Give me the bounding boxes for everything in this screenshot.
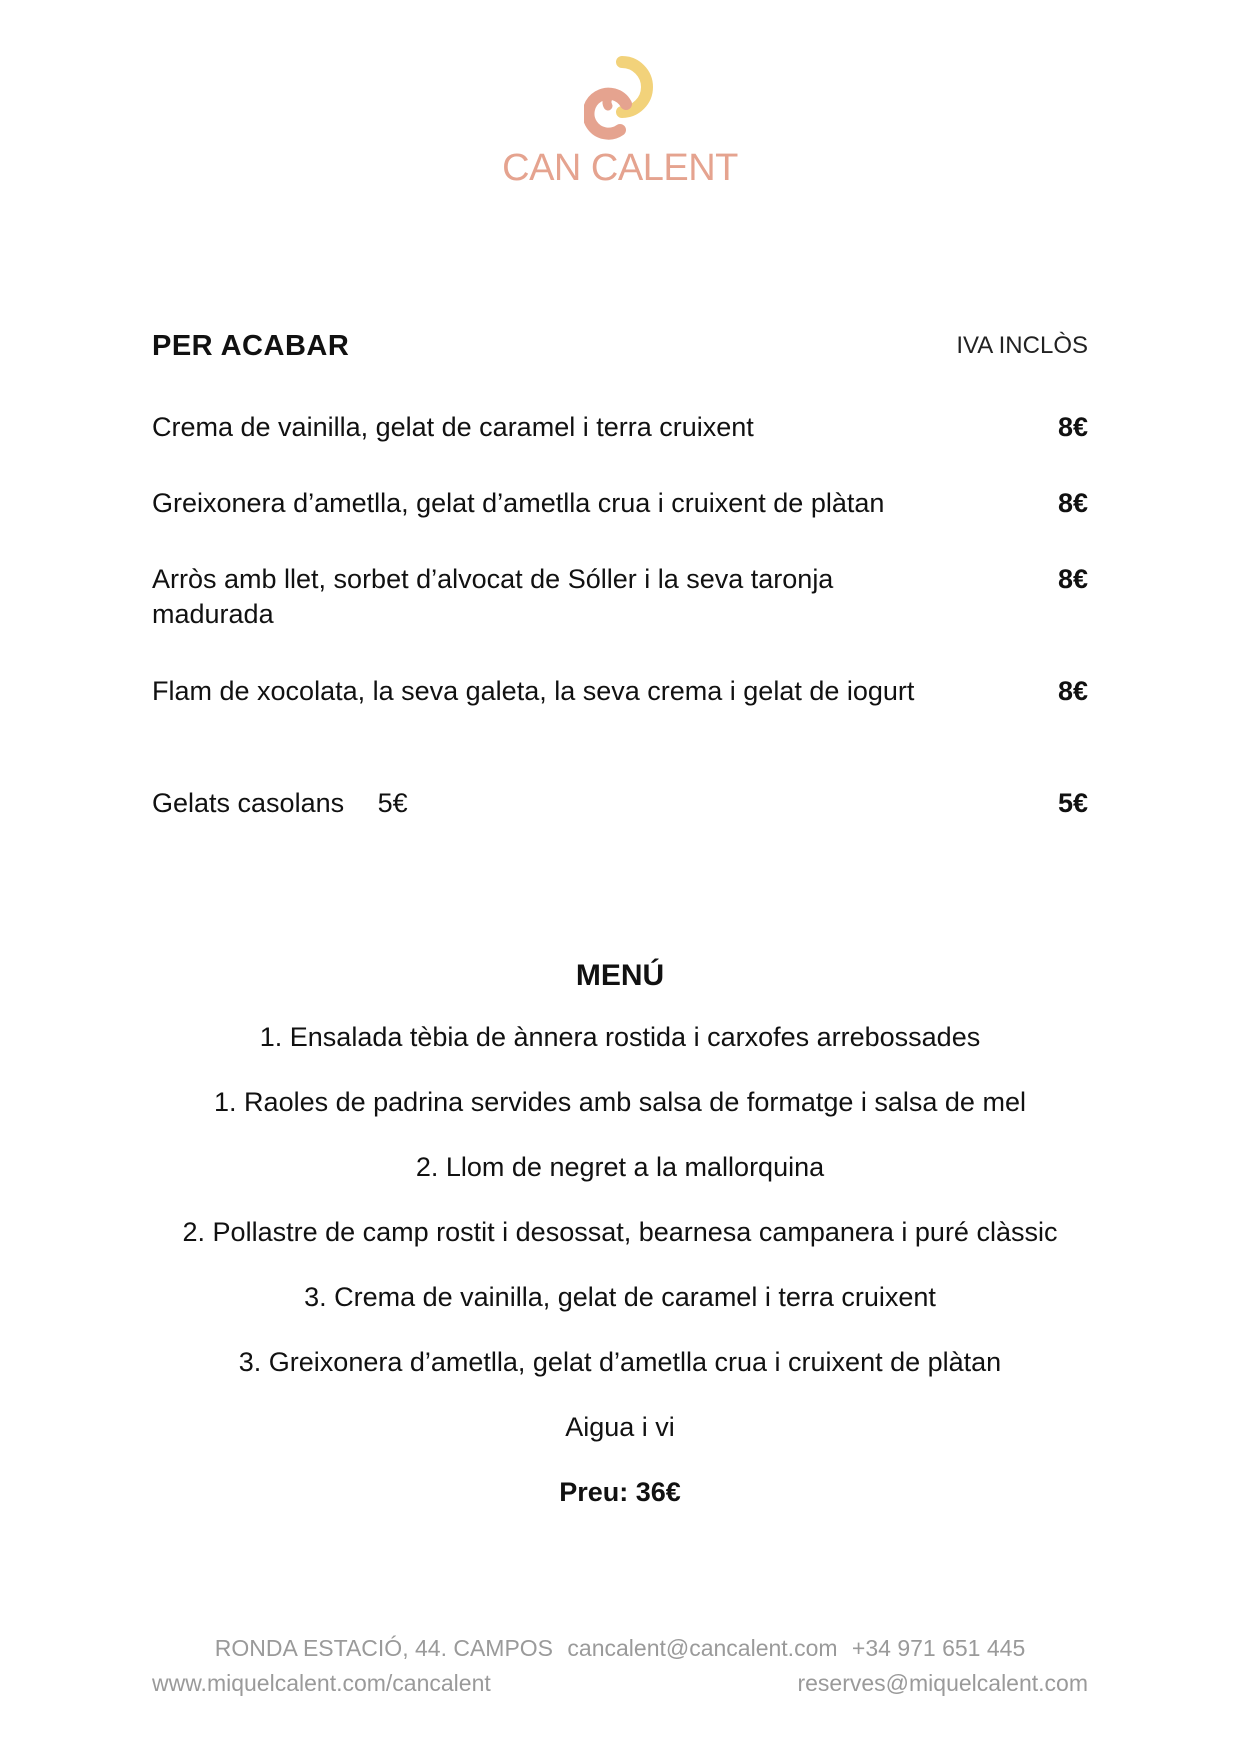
dessert-name: Crema de vainilla, gelat de caramel i terra cruixent (152, 412, 754, 442)
menu-course-list (0, 1020, 1240, 1380)
footer (152, 1632, 1088, 1706)
footer-phone[interactable]: +34 971 651 445 (851, 1635, 1026, 1661)
menu-course-item: 3. Crema de vainilla, gelat de caramel i terra cruixent (304, 1282, 936, 1312)
tax-included-note: IVA INCLÒS (956, 332, 1088, 359)
menu-price: Preu: 36€ (559, 1477, 681, 1507)
menu-course-item: 1. Raoles de padrina servides amb salsa de formatge i salsa de mel (214, 1087, 1026, 1117)
dessert-name: Greixonera d’ametlla, gelat d’ametlla crua i cruixent de plàtan (152, 488, 885, 518)
dessert-name: Flam de xocolata, la seva galeta, la seva crema i gelat de iogurt (152, 676, 915, 706)
dessert-price: 8€ (1057, 564, 1088, 594)
dessert-name: Gelats casolans (152, 788, 345, 818)
dessert-price: 8€ (1057, 412, 1088, 442)
footer-links-line (152, 1670, 1088, 1706)
menu-title: MENÚ (575, 959, 665, 992)
dessert-price: 8€ (1057, 676, 1088, 706)
list-item (152, 786, 1088, 826)
footer-contact-line (152, 1632, 1088, 1664)
brand-logo (0, 56, 1240, 190)
footer-email-link[interactable]: cancalent@cancalent.com (567, 1635, 838, 1661)
brand-name: CAN CALENT (502, 147, 738, 189)
menu-course-item: 3. Greixonera d’ametlla, gelat d’ametlla crua i cruixent de plàtan (238, 1347, 1002, 1377)
dessert-name: Arròs amb llet, sorbet d’alvocat de Sóller i la seva taronja madurada (152, 564, 834, 629)
list-item (152, 562, 1088, 674)
dessert-inline-price: 5€ (377, 788, 408, 818)
list-item (152, 486, 1088, 562)
dessert-section-title: PER ACABAR (152, 330, 350, 362)
can-calent-logo-icon (584, 56, 656, 140)
footer-website-link[interactable]: www.miquelcalent.com/cancalent (152, 1670, 491, 1696)
footer-reservations-link[interactable]: reserves@miquelcalent.com (797, 1670, 1088, 1696)
menu-course-item: 2. Llom de negret a la mallorquina (415, 1152, 825, 1182)
menu-drinks: Aigua i vi (565, 1412, 675, 1442)
footer-address: RONDA ESTACIÓ, 44. CAMPOS (214, 1635, 554, 1661)
dessert-list (152, 410, 1088, 826)
set-menu-section (0, 956, 1240, 1510)
dessert-section-header (152, 330, 1088, 370)
menu-course-item: 2. Pollastre de camp rostit i desossat, bearnesa campanera i puré clàssic (182, 1217, 1058, 1247)
list-item (152, 674, 1088, 786)
list-item (152, 410, 1088, 486)
dessert-price: 5€ (1057, 788, 1088, 818)
dessert-price: 8€ (1057, 488, 1088, 518)
menu-course-item: 1. Ensalada tèbia de ànnera rostida i carxofes arrebossades (259, 1022, 981, 1052)
